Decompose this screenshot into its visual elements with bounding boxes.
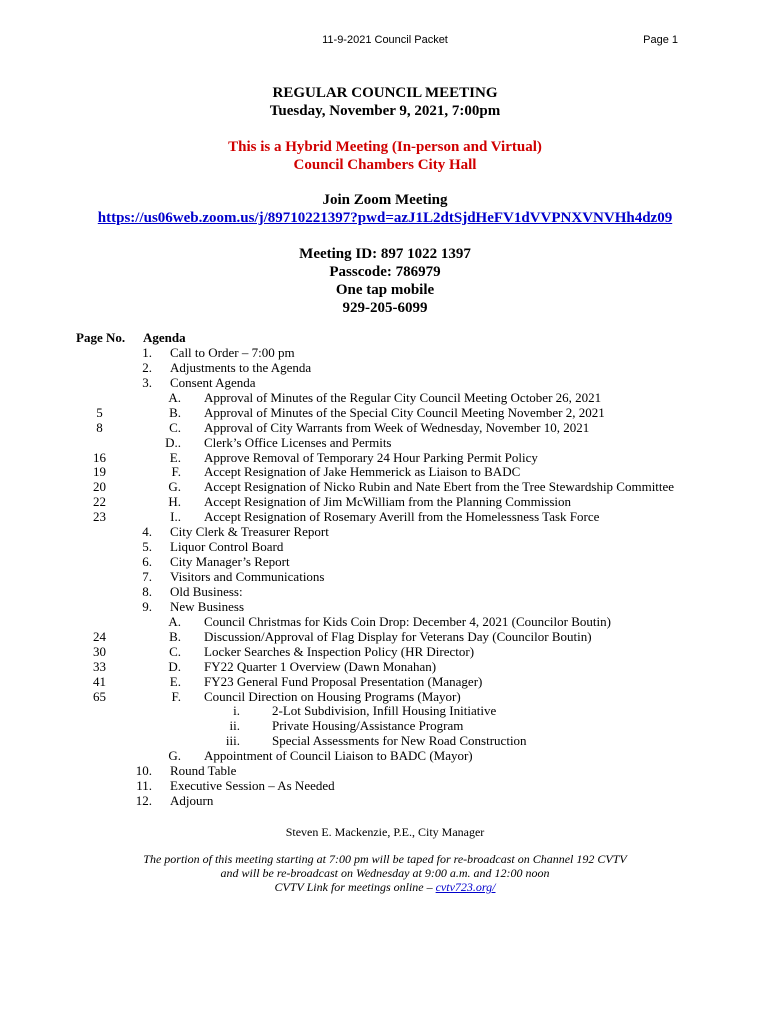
agenda-item-number: D.: [168, 658, 181, 674]
agenda-item-text: FY22 Quarter 1 Overview (Dawn Monahan): [204, 658, 437, 674]
meeting-id: Meeting ID: 897 1022 1397: [299, 246, 471, 262]
meeting-datetime: Tuesday, November 9, 2021, 7:00pm: [269, 103, 501, 119]
meeting-location: Council Chambers City Hall: [293, 157, 477, 173]
agenda-item-text: Special Assessments for New Road Construction: [272, 733, 527, 749]
page-no-header: Page No.: [76, 330, 126, 345]
agenda-item-text: City Clerk & Treasurer Report: [170, 524, 329, 540]
agenda-row: [0, 719, 770, 734]
broadcast-line-1: The portion of this meeting starting at 7:00 pm will be taped for re-broadcast on Channel 192 CVTV: [143, 852, 627, 866]
agenda-row: [0, 421, 770, 436]
agenda-item-text: Visitors and Communications: [170, 569, 325, 584]
agenda-row: [0, 585, 770, 600]
agenda-item-text: Call to Order – 7:00 pm: [170, 344, 295, 360]
agenda-item-text: Accept Resignation of Nicko Rubin and Nate Ebert from the Tree Stewardship Committee: [204, 479, 675, 495]
agenda-page-number: 24: [93, 628, 106, 644]
agenda-page-number: 16: [93, 449, 106, 465]
agenda-row: [0, 436, 770, 451]
agenda-item-text: Accept Resignation of Jim McWilliam from the Planning Commission: [204, 494, 572, 510]
agenda-row: [0, 600, 770, 615]
agenda-item-number: F.: [171, 688, 181, 704]
agenda-row: [0, 480, 770, 495]
agenda-item-text: Locker Searches & Inspection Policy (HR Director): [204, 643, 475, 659]
agenda-page-number: 65: [93, 688, 106, 704]
one-tap-label: One tap mobile: [335, 282, 435, 298]
agenda-item-text: Private Housing/Assistance Program: [272, 718, 464, 734]
agenda-item-number: A.: [168, 613, 181, 629]
agenda-item-text: Adjustments to the Agenda: [170, 359, 312, 375]
agenda-item-text: 2-Lot Subdivision, Infill Housing Initiative: [272, 703, 497, 719]
agenda-row: [0, 406, 770, 421]
agenda-item-number: 11.: [136, 778, 152, 794]
agenda-list: [0, 331, 770, 809]
agenda-item-number: D..: [165, 434, 181, 450]
agenda-row: [0, 495, 770, 510]
agenda-item-text: Discussion/Approval of Flag Display for Veterans Day (Councilor Boutin): [204, 628, 592, 644]
agenda-item-number: 4.: [142, 524, 152, 540]
agenda-page-number: 33: [93, 658, 106, 674]
broadcast-line-2: and will be re-broadcast on Wednesday at 9:00 a.m. and 12:00 noon: [220, 866, 550, 880]
agenda-item-text: Adjourn: [170, 793, 214, 809]
agenda-row: [0, 645, 770, 660]
zoom-link[interactable]: https://us06web.zoom.us/j/89710221397?pwd=azJ1L2dtSjdHeFV1dVVPNXVNVHh4dz09: [97, 210, 673, 226]
meeting-title: REGULAR COUNCIL MEETING: [272, 85, 498, 101]
agenda-row: [0, 570, 770, 585]
agenda-item-text: Liquor Control Board: [170, 539, 284, 555]
cvtv-link[interactable]: cvtv723.org/: [435, 880, 496, 894]
agenda-row: [0, 555, 770, 570]
agenda-row: [0, 510, 770, 525]
agenda-page-number: 20: [93, 479, 106, 495]
agenda-page-number: 41: [93, 673, 106, 689]
agenda-item-text: Clerk’s Office Licenses and Permits: [204, 434, 392, 450]
agenda-item-number: 8.: [142, 583, 152, 599]
agenda-page-number: 19: [93, 464, 106, 480]
agenda-item-number: C.: [169, 643, 181, 659]
agenda-item-number: A.: [168, 389, 181, 405]
agenda-header: Agenda: [143, 330, 186, 345]
agenda-item-number: F.: [171, 464, 181, 480]
agenda-item-number: C.: [169, 419, 181, 435]
agenda-header-row: [0, 331, 770, 346]
agenda-item-number: 6.: [142, 554, 152, 570]
agenda-item-number: i.: [233, 703, 240, 719]
agenda-item-text: Approval of City Warrants from Week of Wednesday, November 10, 2021: [204, 419, 590, 435]
agenda-item-number: 12.: [135, 793, 152, 809]
agenda-item-text: City Manager’s Report: [170, 554, 290, 570]
agenda-item-number: G.: [168, 479, 181, 495]
agenda-item-text: FY23 General Fund Proposal Presentation (Manager): [204, 673, 483, 689]
packet-title: 11-9-2021 Council Packet: [322, 34, 448, 46]
agenda-item-number: 9.: [142, 598, 152, 614]
agenda-page-number: 8: [96, 419, 103, 435]
agenda-row: [0, 630, 770, 645]
agenda-item-number: 1.: [142, 344, 152, 360]
agenda-item-text: Appointment of Council Liaison to BADC (Mayor): [204, 748, 473, 764]
agenda-row: [0, 451, 770, 466]
agenda-item-text: New Business: [170, 598, 245, 614]
agenda-row: [0, 779, 770, 794]
agenda-row: [0, 660, 770, 675]
agenda-item-number: E.: [169, 673, 181, 689]
agenda-item-number: B.: [169, 628, 181, 644]
agenda-item-number: E.: [169, 449, 181, 465]
cvtv-prefix: CVTV Link for meetings online –: [274, 880, 436, 894]
agenda-row: [0, 465, 770, 480]
passcode: Passcode: 786979: [329, 264, 441, 280]
agenda-item-number: H.: [168, 494, 181, 510]
signature: Steven E. Mackenzie, P.E., City Manager: [285, 825, 485, 839]
agenda-item-text: Approval of Minutes of the Special City Council Meeting November 2, 2021: [204, 404, 605, 420]
agenda-page-number: 30: [93, 643, 106, 659]
agenda-row: [0, 794, 770, 809]
agenda-item-number: 5.: [142, 539, 152, 555]
agenda-item-number: B.: [169, 404, 181, 420]
agenda-row: [0, 615, 770, 630]
agenda-item-text: Council Christmas for Kids Coin Drop: December 4, 2021 (Councilor Boutin): [204, 613, 611, 629]
page-number: Page 1: [643, 34, 678, 46]
hybrid-notice: This is a Hybrid Meeting (In-person and Virtual): [228, 139, 542, 155]
agenda-row: [0, 690, 770, 705]
agenda-item-number: G.: [168, 748, 181, 764]
agenda-item-number: 10.: [135, 763, 152, 779]
agenda-item-number: 3.: [142, 374, 152, 390]
agenda-item-text: Round Table: [170, 763, 237, 779]
agenda-item-text: Old Business:: [170, 583, 243, 599]
agenda-row: [0, 675, 770, 690]
agenda-item-text: Accept Resignation of Rosemary Averill from the Homelessness Task Force: [204, 509, 600, 525]
agenda-row: [0, 346, 770, 361]
agenda-item-number: ii.: [229, 718, 240, 734]
agenda-page-number: 22: [93, 494, 106, 510]
agenda-row: [0, 391, 770, 406]
agenda-page-number: 23: [93, 509, 106, 525]
agenda-item-text: Executive Session – As Needed: [170, 778, 335, 794]
agenda-item-number: 7.: [142, 569, 152, 584]
agenda-row: [0, 376, 770, 391]
agenda-item-text: Council Direction on Housing Programs (Mayor): [204, 688, 461, 704]
agenda-item-text: Approve Removal of Temporary 24 Hour Parking Permit Policy: [204, 449, 538, 465]
agenda-row: [0, 704, 770, 719]
agenda-row: [0, 525, 770, 540]
agenda-row: [0, 734, 770, 749]
agenda-item-text: Approval of Minutes of the Regular City Council Meeting October 26, 2021: [204, 389, 602, 405]
agenda-item-text: Consent Agenda: [170, 374, 256, 390]
agenda-page-number: 5: [96, 404, 103, 420]
agenda-row: [0, 361, 770, 376]
agenda-row: [0, 540, 770, 555]
agenda-item-number: iii.: [225, 733, 240, 749]
zoom-label: Join Zoom Meeting: [322, 192, 448, 208]
agenda-item-number: I..: [170, 509, 181, 525]
phone-number: 929-205-6099: [342, 300, 428, 316]
agenda-row: [0, 764, 770, 779]
agenda-item-text: Accept Resignation of Jake Hemmerick as Liaison to BADC: [204, 464, 521, 480]
agenda-item-number: 2.: [142, 359, 152, 375]
agenda-row: [0, 749, 770, 764]
